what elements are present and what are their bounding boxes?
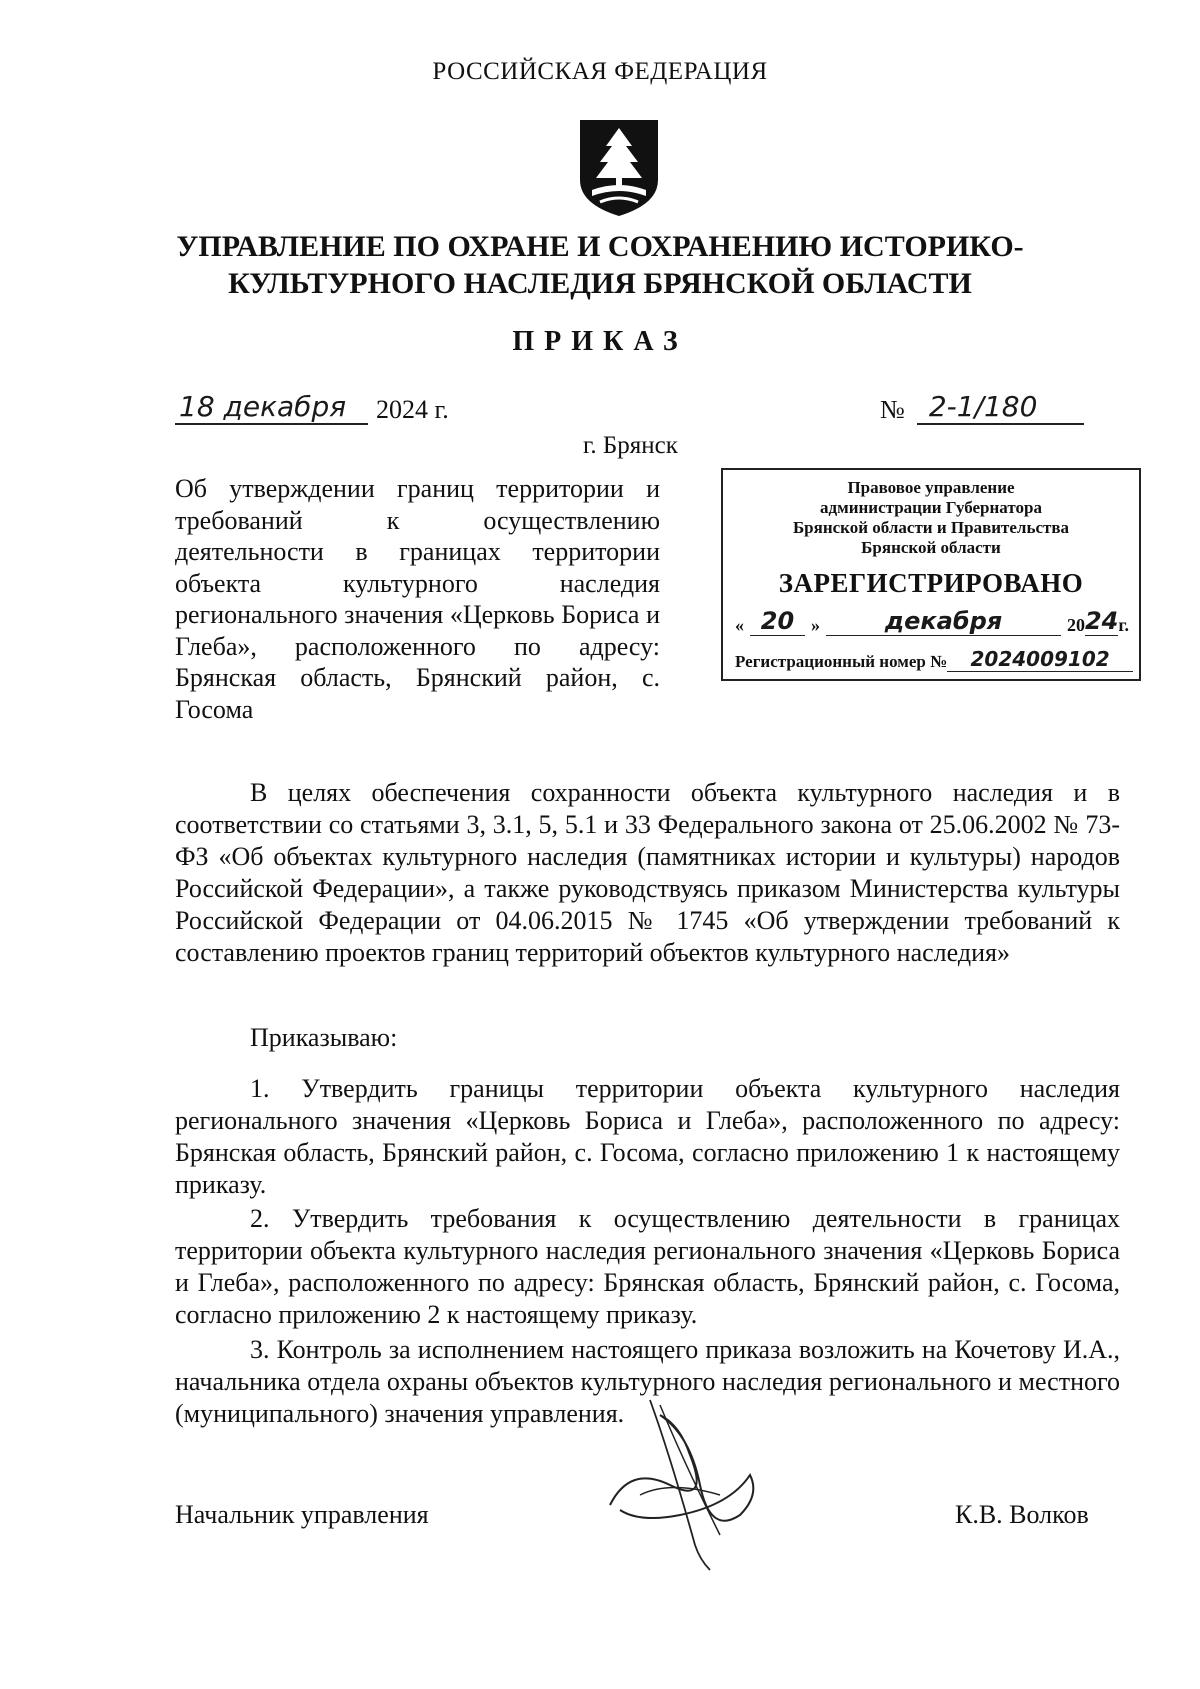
number-handwritten: 2-1/180: [917, 390, 1084, 425]
order-subject: Об утверждении границ территории и требований к осуществлению деятельности в границах территории объекта культурного наследия регионального значения «Церковь Бориса и Глеба», расположенного по адресу: Брянская область, Брянский район, с. Госома: [175, 474, 660, 724]
organization-line-1: УПРАВЛЕНИЕ ПО ОХРАНЕ И СОХРАНЕНИЮ ИСТОРИКО-: [176, 230, 1024, 263]
document-date: [175, 390, 449, 425]
stamp-quote-open: «: [735, 615, 744, 635]
stamp-reg-number: 2024009102: [947, 647, 1133, 672]
stamp-month: декабря: [826, 607, 1061, 636]
stamp-registration-number: [735, 647, 1133, 672]
country-name: РОССИЙСКАЯ ФЕДЕРАЦИЯ: [432, 58, 768, 85]
document-number: [880, 390, 1084, 425]
order-item-3: 3. Контроль за исполнением настоящего приказа возложить на Кочетову И.А., начальника отдела охраны объектов культурного наследия регионального и местного (муниципального) значения управления.: [175, 1335, 1120, 1428]
stamp-registered: ЗАРЕГИСТРИРОВАНО: [778, 568, 1084, 598]
stamp-quote-close: »: [811, 615, 820, 635]
date-handwritten: 18 декабря: [175, 390, 368, 425]
organization-line-2: КУЛЬТУРНОГО НАСЛЕДИЯ БРЯНСКОЙ ОБЛАСТИ: [228, 267, 972, 300]
stamp-authority: [723, 478, 1139, 558]
stamp-line-3: Брянской области и Правительства: [792, 518, 1070, 537]
order-item-2: 2. Утвердить требования к осуществлению деятельности в границах территории объекта культурного наследия регионального значения «Церковь Бориса и Глеба», расположенного по адресу: Брянская область, Брянский район, с. Госома, согласно приложению 2 к настоящему приказу.: [175, 1204, 1120, 1329]
signatory-name: К.В. Волков: [955, 1500, 1089, 1529]
stamp-year-prefix: 20: [1066, 615, 1085, 635]
intro-paragraph: В целях обеспечения сохранности объекта культурного наследия и в соответствии со статьями 3, 3.1, 5, 5.1 и 33 Федерального закона от 25.06.2002 № 73-ФЗ «Об объектах культурного наследия (памятниках истории и культуры) народов Российской Федерации», а также руководствуясь приказом Министерства культуры Российской Федерации от 04.06.2015 № 1745 «Об утверждении требований к составлению проектов границ территорий объектов культурного наследия»: [175, 778, 1120, 967]
signature-icon: [600, 1395, 765, 1575]
organization-name: [0, 228, 1200, 302]
stamp-reg-label: Регистрационный номер №: [735, 652, 948, 671]
city: г. Брянск: [583, 432, 678, 459]
stamp-date: [735, 607, 1129, 636]
stamp-year-hand: 24: [1084, 607, 1119, 635]
stamp-line-1: Правовое управление: [847, 478, 1015, 497]
stamp-line-4: Брянской области: [861, 538, 1001, 557]
stamp-day: 20: [750, 607, 805, 636]
number-label: №: [880, 395, 905, 424]
coat-of-arms-icon: [578, 118, 660, 218]
document-type: ПРИКАЗ: [512, 326, 688, 357]
date-year: 2024 г.: [376, 395, 449, 424]
stamp-line-2: администрации Губернатора: [820, 498, 1042, 517]
registration-stamp: [721, 468, 1141, 681]
order-word: Приказываю:: [250, 1023, 398, 1052]
order-item-1: 1. Утвердить границы территории объекта культурного наследия регионального значения «Церковь Бориса и Глеба», расположенного по адресу: Брянская область, Брянский район, с. Госома, согласно приложению 1 к настоящему приказу.: [175, 1074, 1120, 1199]
signatory-title: Начальник управления: [175, 1500, 429, 1529]
stamp-year-suffix: г.: [1118, 615, 1129, 635]
